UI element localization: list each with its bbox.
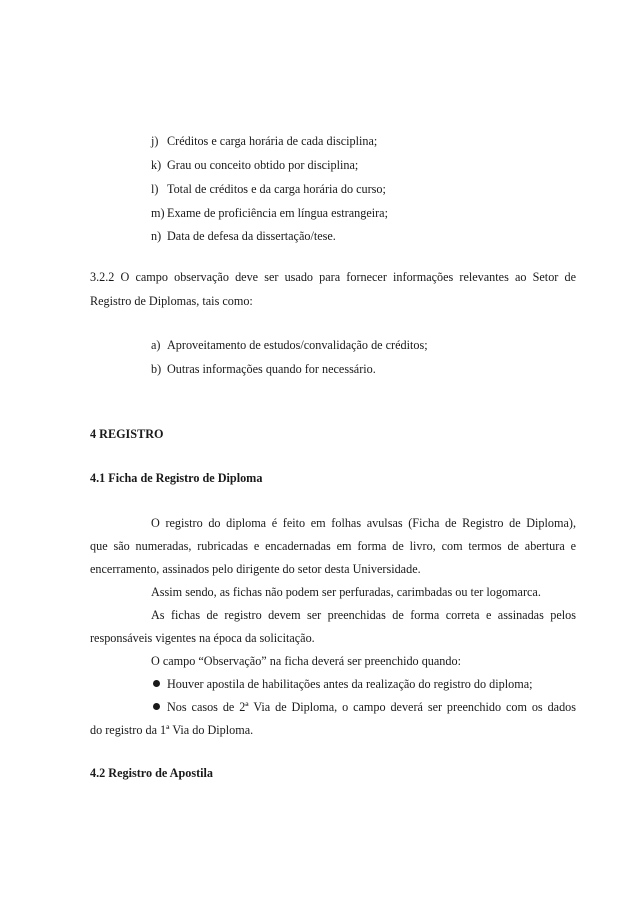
bullet-icon <box>153 680 160 687</box>
section-4-heading: 4 REGISTRO <box>90 427 164 441</box>
list-item-a: Aproveitamento de estudos/convalidação de créditos; <box>167 338 428 352</box>
list-marker-l: l) <box>151 182 159 196</box>
bullet-item-2-line-1: Nos casos de 2ª Via de Diploma, o campo deverá ser preenchido com os dados <box>167 700 576 714</box>
list-marker-a: a) <box>151 338 161 352</box>
list-item-n: Data de defesa da dissertação/tese. <box>167 229 336 243</box>
paragraph-322-line-1: 3.2.2 O campo observação deve ser usado para fornecer informações relevantes ao Setor de <box>90 270 576 284</box>
list-marker-k: k) <box>151 158 162 172</box>
list-marker-j: j) <box>151 134 159 148</box>
bullet-icon <box>153 703 160 710</box>
paragraph-41-line-1: O registro do diploma é feito em folhas avulsas (Ficha de Registro de Diploma), <box>151 516 576 530</box>
paragraph-41-line-6: responsáveis vigentes na época da solicitação. <box>90 631 315 645</box>
bullet-item-1: Houver apostila de habilitações antes da realização do registro do diploma; <box>167 677 533 691</box>
paragraph-41-line-3: encerramento, assinados pelo dirigente do setor desta Universidade. <box>90 562 421 576</box>
paragraph-41-line-2: que são numeradas, rubricadas e encadernadas em forma de livro, com termos de abertura e <box>90 539 576 553</box>
section-41-heading: 4.1 Ficha de Registro de Diploma <box>90 471 263 485</box>
list-marker-m: m) <box>151 206 165 220</box>
list-item-k: Grau ou conceito obtido por disciplina; <box>167 158 359 172</box>
list-item-l: Total de créditos e da carga horária do curso; <box>167 182 386 196</box>
section-42-heading: 4.2 Registro de Apostila <box>90 766 214 780</box>
list-item-j: Créditos e carga horária de cada disciplina; <box>167 134 378 148</box>
paragraph-41-line-4: Assim sendo, as fichas não podem ser perfuradas, carimbadas ou ter logomarca. <box>151 585 541 599</box>
paragraph-322-line-2: Registro de Diplomas, tais como: <box>90 294 253 308</box>
list-item-m: Exame de proficiência em língua estrangeira; <box>167 206 388 220</box>
list-marker-b: b) <box>151 362 162 376</box>
list-marker-n: n) <box>151 229 162 243</box>
paragraph-41-line-5: As fichas de registro devem ser preenchidas de forma correta e assinadas pelos <box>151 608 576 622</box>
bullet-item-2-line-2: do registro da 1ª Via do Diploma. <box>90 723 254 737</box>
list-item-b: Outras informações quando for necessário. <box>167 362 376 376</box>
paragraph-41-line-7: O campo “Observação” na ficha deverá ser preenchido quando: <box>151 654 461 668</box>
